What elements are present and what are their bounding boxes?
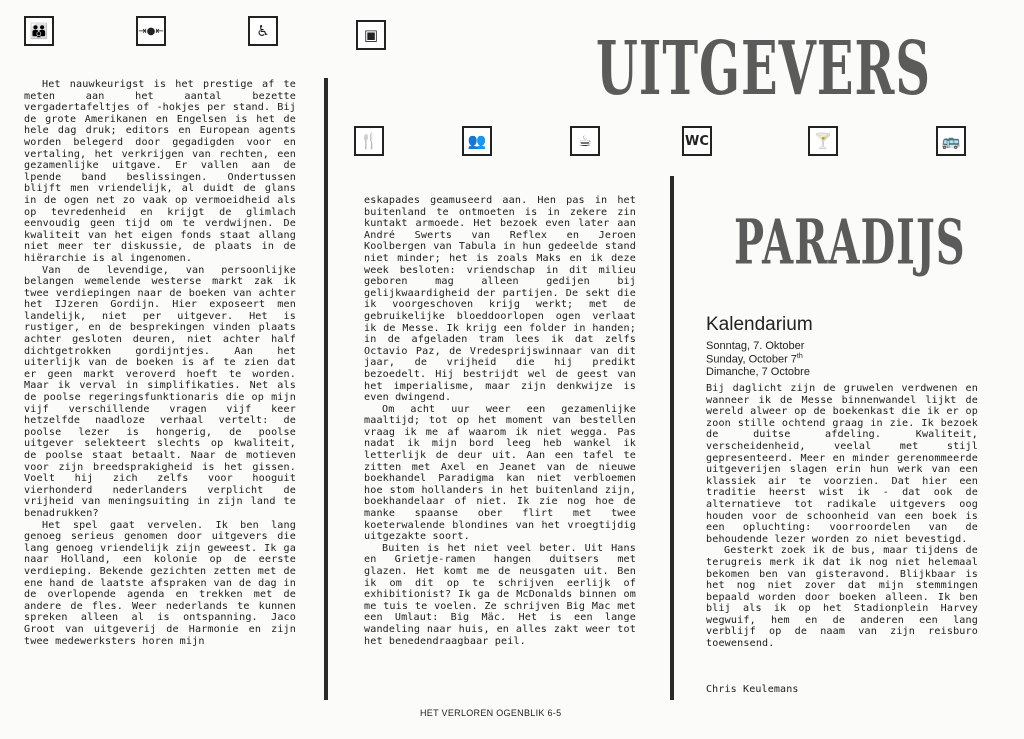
paragraph: Het nauwkeurigst is het prestige af te meten aan het aantal bezette vergadertafeltjes of -hokjes per stand. Bij de grote Amerikanen en Engelsen is het de hele dag druk; editors en European agents worden belegerd door gegadigden voor en vertaling, het verkrijgen van rechten, een gezamenlijke uitgave. Er vallen aan de lpende band beslissingen. Ondertussen blijft men vriendelijk, al duidt de glans in de ogen net zo vaak op vermoeidheid als op tevredenheid en krijgt de glimlach eenvoudig geen tijd om te verdwijnen. De kwaliteit van het eigen fonds staat allang niet meer ter diskussie, de plaats in de hiërarchie is al ingenomen. bbox=[24, 79, 296, 264]
article-column-2 bbox=[364, 195, 636, 647]
paragraph: Buiten is het niet veel beter. Uit Hans en Grietje-ramen hangen duitsers met glazen. Het komt me de neusgaten uit. Ben ik om dit op te schrijven eerlijk of exhibitionist? Ik ga de McDonalds binnen om me tuis te voelen. Ze schrijven Big Mac met een Umlaut: Big Mäc. Het is een lange wandeling naar huis, en alles zakt weer tot het benedendraagbaar peil. bbox=[364, 542, 636, 647]
kalendarium-date-french: Dimanche, 7 Octobre bbox=[706, 366, 810, 378]
paragraph: eskapades geamuseerd aan. Hen pas in het buitenland te ontmoeten is in zekere zin kuntakt armoede. Het bezoek even later aan André Swerts van Reflex en Jeroen Koolbergen van Tabula in hun gedeelde stand niet minder; het is zoals Maks en ik deze week besloten: vriendschap in dit milieu geboren mag alleen gedijen bij gelijkwaardigheid der partijen. De sekt die ik voorgeschoven krijg werkt; met de gebruikelijke bloeddoorlopen ogen verlaat ik de Messe. Ik krijg een folder in handen; in de afgeladen tram lees ik dat zelfs Octavio Paz, de Vredesprijswinnaar van dit jaar, de vrijheid die hij predikt bezoedelt. Hij bestrijdt wel de geest van het imperialisme, maar zijn denkwijze is even dwingend. bbox=[364, 195, 636, 404]
coffee-icon: ☕ bbox=[570, 126, 600, 156]
wc-icon: WC bbox=[682, 126, 712, 156]
kalendarium-date-german: Sonntag, 7. Oktober bbox=[706, 340, 805, 352]
paragraph: Van de levendige, van persoonlijke belangen wemelende westerse markt zak ik twee verdiepingen naar de boeken van achter het IJzeren Gordijn. Hier exposeert men landelijk, niet per uitgever. Het is rustiger, en de besprekingen vinden plaats achter gesloten deuren, niet achter half dichtgetrokken gordijntjes. Aan het uiterlijk van de boeken is af te zien dat er geen markt veroverd hoeft te worden. Maar ik verval in simplifikaties. Net als de poolse regeringsfunktionaris die op mijn vijf verschillende vragen vijf keer hetzelfde naadloze verhaal vertelt: de poolse lezer is hongerig, de poolse uitgever selekteert slechts op kwaliteit, de poolse staat betaalt. Naar de motieven voor zijn breedsprakigheid is het gissen. Voelt hij zich zelfs voor hooguit vierhonderd nederlanders verplicht de vrijheid van meningsuiting in zijn land te benadrukken? bbox=[24, 264, 296, 519]
article-column-1 bbox=[24, 79, 296, 647]
paragraph: Het spel gaat vervelen. Ik ben lang genoeg serieus genomen door uitgevers die lang genoeg vriendelijk zijn geweest. Ik ga naar Holland, een kolonie op de eerste verdieping. Bekende gezichten zetten met de ene hand de laatste afspraken van de dag in de overlopende agenda en trekken met de andere de fles. Weer nederlands te kunnen spreken alleen al is ontspanning. Jaco Groot van uitgeverij de Harmonie en zijn twee medewerksters horen mijn bbox=[24, 519, 296, 647]
kalendarium-date-english: Sunday, October 7th bbox=[706, 353, 803, 366]
column-divider-2 bbox=[670, 176, 674, 700]
meeting-point-icon: ⇥●⇤ bbox=[136, 16, 166, 46]
family-icon: 👪 bbox=[24, 16, 54, 46]
column-divider-1 bbox=[324, 78, 328, 700]
heading-paradijs: PARADIJS bbox=[734, 206, 966, 279]
disabled-access-icon: ♿ bbox=[248, 16, 278, 46]
article-column-3 bbox=[706, 383, 978, 650]
page-footer: HET VERLOREN OGENBLIK 6-5 bbox=[420, 708, 562, 718]
waiting-room-icon: 👥 bbox=[462, 126, 492, 156]
heading-uitgevers: UITGEVERS bbox=[596, 26, 931, 113]
paragraph: Om acht uur weer een gezamenlijke maaltijd; tot op het moment van bestellen vraag ik me af waarom ik niet wegga. Pas nadat ik mijn bord leeg heb wankel ik letterlijk de deur uit. Aan een tafel te zitten met Axel en Jeanet van de nieuwe boekhandel Paradigma kan niet verbloemen hoe stom hollanders in het buitenland zijn, boekhandelaar of niet. Ik zie nog hoe de manke spaanse ober flirt met twee koeterwalende blondines van het vroegtijdig uitgezakte soort. bbox=[364, 403, 636, 543]
restaurant-icon: 🍴 bbox=[354, 126, 384, 156]
coat-check-icon: ▣ bbox=[356, 20, 386, 50]
cocktail-icon: 🍸 bbox=[808, 126, 838, 156]
bus-icon: 🚌 bbox=[936, 126, 966, 156]
kalendarium-title: Kalendarium bbox=[706, 314, 813, 335]
paragraph: Bij daglicht zijn de gruwelen verdwenen en wanneer ik de Messe binnenwandel lijkt de wereld alweer op de boekenkast die ik er op zoon stille ochtend graag in zie. Ik bezoek de duitse afdeling. Kwaliteit, verscheidenheid, veelal met stijl gepresenteerd. Meer en minder gerenommeerde uitgeverijen slagen erin hun werk van een klassiek air te voorzien. Dat hier een traditie heerst wist ik - dat ook de alternatieve tot radikale uitgevers oog houden voor de schoonheid van een boek is een opluchting: voorroordelen van de behoudende lezer worden zo niet bevestigd. bbox=[706, 383, 978, 545]
author-signature: Chris Keulemans bbox=[706, 684, 799, 695]
paragraph: Gesterkt zoek ik de bus, maar tijdens de terugreis merk ik dat ik nog niet helemaal bekomen ben van gisteravond. Blijkbaar is het nog niet zover dat mijn stemmingen bepaald worden door boeken alleen. Ik ben blij als ik op het Stadionplein Harvey wegwuif, hem en de anderen een lang verblijf op de naam van zijn reisburo toewensend. bbox=[706, 545, 978, 650]
